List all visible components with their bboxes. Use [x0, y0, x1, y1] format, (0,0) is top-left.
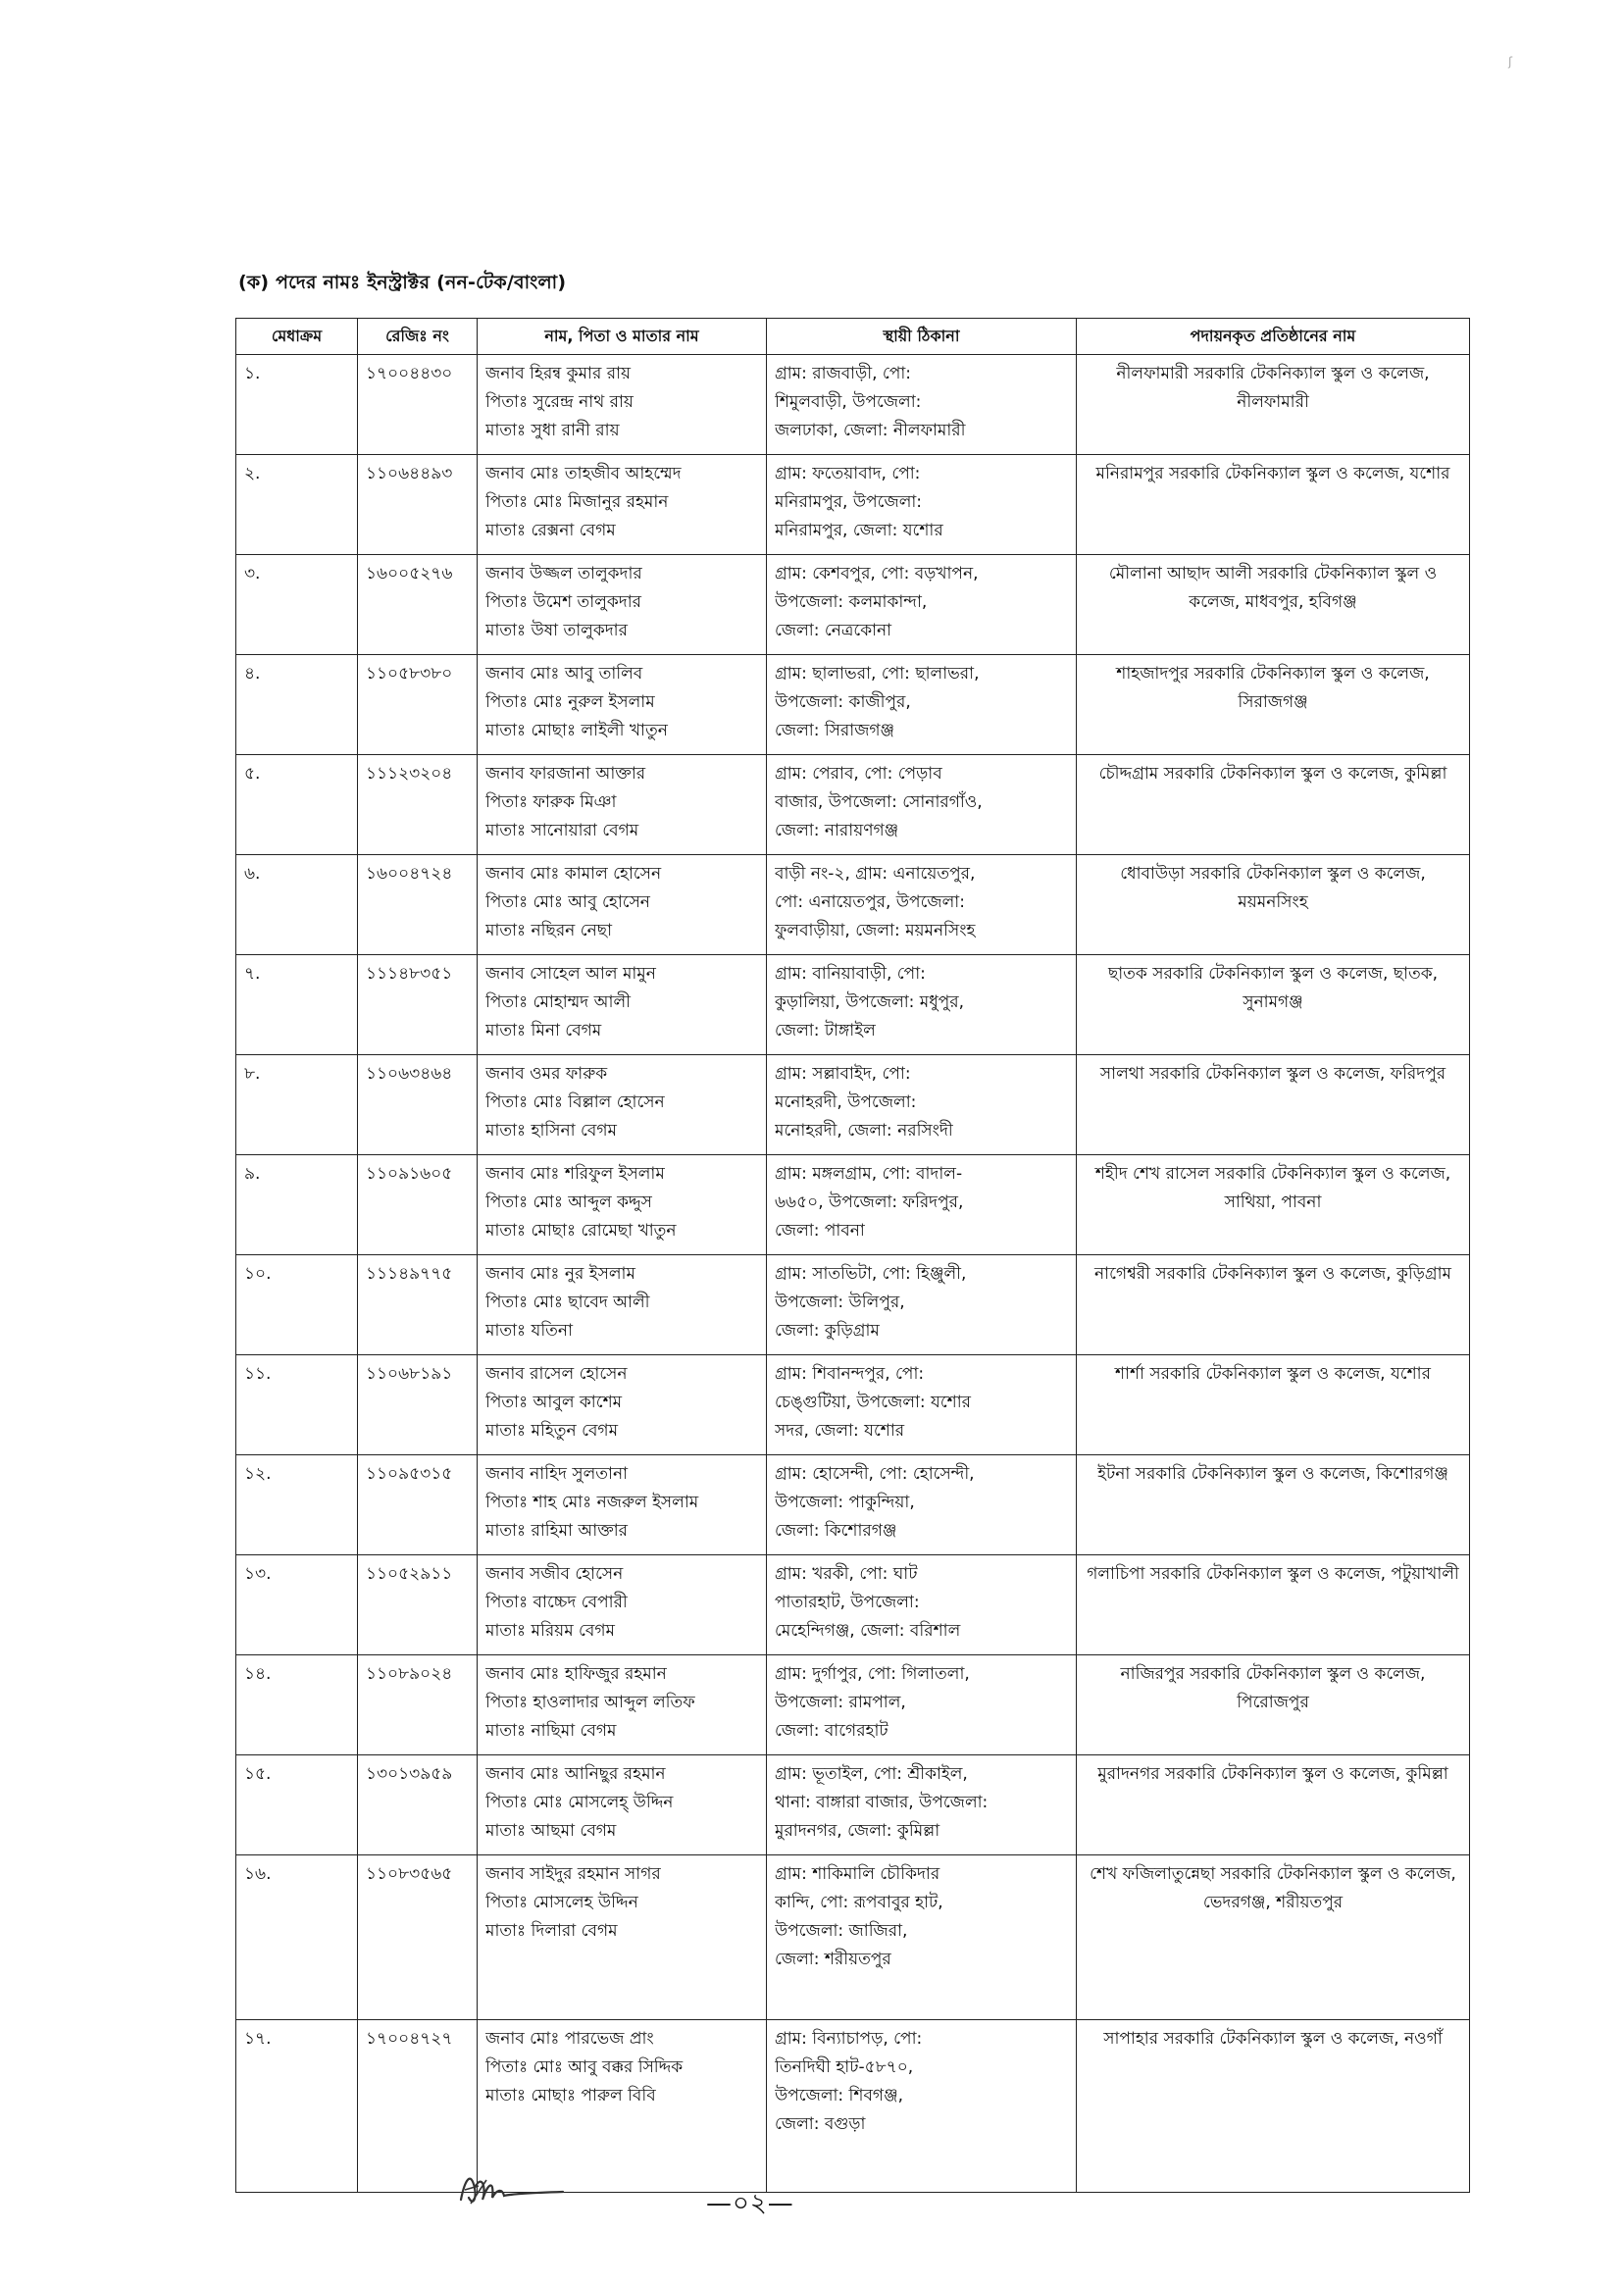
merit-list-table [235, 318, 1470, 2193]
candidate-name: জনাব নাহিদ সুলতানা [485, 1464, 629, 1484]
candidate-name: জনাব মোঃ পারভেজ প্রাং [485, 2029, 654, 2049]
reg-number: ১১০৬৮১৯১ [366, 1364, 453, 1384]
merit-rank: ১৩. [244, 1564, 272, 1584]
institute-cell [1077, 1255, 1470, 1355]
father-name: পিতাঃ বাচ্চেদ বেপারী [485, 1593, 628, 1612]
col-header-merit: মেধাক্রম [236, 319, 358, 355]
candidate-name: জনাব উজ্জল তালুকদার [485, 564, 642, 583]
merit-rank-cell [236, 955, 358, 1055]
father-name: পিতাঃ শাহ মোঃ নজরুল ইসলাম [485, 1493, 699, 1512]
address-cell [767, 555, 1077, 655]
address-line: গ্রাম: কেশবপুর, পো: বড়খাপন, [775, 564, 979, 583]
table-row [236, 1555, 1470, 1655]
address-cell [767, 1855, 1077, 2020]
candidate-name: জনাব মোঃ নুর ইসলাম [485, 1264, 635, 1284]
section-heading: (ক) পদের নামঃ ইনস্ট্রাক্টর (নন-টেক/বাংলা) [238, 272, 567, 293]
address-cell [767, 1055, 1077, 1155]
reg-number: ১৩০১৩৯৫৯ [366, 1764, 453, 1784]
name-cell [478, 755, 767, 855]
table-row [236, 755, 1470, 855]
reg-number: ১১১৪৯৭৭৫ [366, 1264, 453, 1284]
father-name: পিতাঃ মোঃ মিজানুর রহমান [485, 492, 669, 512]
address-line: গ্রাম: ফতেয়াবাদ, পো: [775, 464, 921, 483]
institute-name: ছাতক সরকারি টেকনিক্যাল স্কুল ও কলেজ, ছাতক, সুনামগঞ্জ [1107, 964, 1439, 1012]
institute-name: ইটনা সরকারি টেকনিক্যাল স্কুল ও কলেজ, কিশোরগঞ্জ [1097, 1464, 1448, 1484]
institute-cell [1077, 1155, 1470, 1255]
candidate-name: জনাব সজীব হোসেন [485, 1564, 624, 1584]
merit-rank-cell [236, 655, 358, 755]
candidate-name: জনাব মোঃ হাফিজুর রহমান [485, 1664, 667, 1684]
merit-rank: ৮. [244, 1064, 261, 1084]
table-body [236, 355, 1470, 2193]
merit-rank-cell [236, 1455, 358, 1555]
reg-number: ১৭০০৪৭২৭ [366, 2029, 453, 2049]
merit-rank-cell [236, 455, 358, 555]
candidate-name: জনাব রাসেল হোসেন [485, 1364, 628, 1384]
address-line: গ্রাম: হোসেন্দী, পো: হোসেন্দী, [775, 1464, 975, 1484]
institute-cell [1077, 2020, 1470, 2193]
candidate-name: জনাব মোঃ শরিফুল ইসলাম [485, 1164, 665, 1184]
address-cell [767, 855, 1077, 955]
mother-name: মাতাঃ রেক্সনা বেগম [485, 521, 616, 540]
institute-name: চৌদ্দগ্রাম সরকারি টেকনিক্যাল স্কুল ও কলেজ, কুমিল্লা [1098, 764, 1447, 784]
reg-number-cell [358, 1755, 478, 1855]
address-line: উপজেলা: কলমাকান্দা, [775, 592, 928, 612]
institute-name: শেখ ফজিলাতুন্নেছা সরকারি টেকনিক্যাল স্কুল ও কলেজ, ভেদরগঞ্জ, শরীয়তপুর [1090, 1864, 1456, 1912]
address-line: পো: এনায়েতপুর, উপজেলা: [775, 892, 965, 912]
father-name: পিতাঃ মোঃ মোসলেহ্ উদ্দিন [485, 1793, 674, 1812]
address-line: সদর, জেলা: যশোর [775, 1421, 905, 1441]
name-cell [478, 1255, 767, 1355]
institute-name: সালথা সরকারি টেকনিক্যাল স্কুল ও কলেজ, ফরিদপুর [1099, 1064, 1446, 1084]
institute-name: নীলফামারী সরকারি টেকনিক্যাল স্কুল ও কলেজ, নীলফামারী [1116, 364, 1430, 412]
father-name: পিতাঃ মোঃ আব্দুল কদ্দুস [485, 1192, 652, 1212]
table-row [236, 1255, 1470, 1355]
table-row [236, 655, 1470, 755]
institute-cell [1077, 455, 1470, 555]
address-cell [767, 655, 1077, 755]
address-line: জেলা: নেত্রকোনা [775, 621, 892, 640]
reg-number-cell [358, 355, 478, 455]
institute-name: মুরাদনগর সরকারি টেকনিক্যাল স্কুল ও কলেজ, কুমিল্লা [1097, 1764, 1448, 1784]
mother-name: মাতাঃ মহিতুন বেগম [485, 1421, 619, 1441]
candidate-name: জনাব মোঃ তাহজীব আহম্মেদ [485, 464, 682, 483]
candidate-name: জনাব সোহেল আল মামুন [485, 964, 656, 984]
institute-cell [1077, 1055, 1470, 1155]
address-line: গ্রাম: সল্লাবাইদ, পো: [775, 1064, 911, 1084]
reg-number: ১১০৮৯০২৪ [366, 1664, 453, 1684]
father-name: পিতাঃ সুরেন্দ্র নাথ রায় [485, 392, 634, 412]
table-row [236, 2020, 1470, 2193]
institute-name: শহীদ শেখ রাসেল সরকারি টেকনিক্যাল স্কুল ও কলেজ, সাথিয়া, পাবনা [1094, 1164, 1451, 1212]
institute-cell [1077, 855, 1470, 955]
merit-rank: ৯. [244, 1164, 261, 1184]
address-line: জেলা: শরীয়তপুর [775, 1950, 891, 1969]
table-row [236, 455, 1470, 555]
table-row [236, 1355, 1470, 1455]
candidate-name: জনাব সাইদুর রহমান সাগর [485, 1864, 661, 1884]
name-cell [478, 1055, 767, 1155]
mother-name: মাতাঃ মোছাঃ লাইলী খাতুন [485, 721, 668, 740]
reg-number-cell [358, 1055, 478, 1155]
merit-rank-cell [236, 1155, 358, 1255]
merit-rank: ১৫. [244, 1764, 272, 1784]
address-cell [767, 955, 1077, 1055]
name-cell [478, 1155, 767, 1255]
father-name: পিতাঃ হাওলাদার আব্দুল লতিফ [485, 1693, 695, 1712]
reg-number-cell [358, 1455, 478, 1555]
col-header-institute: পদায়নকৃত প্রতিষ্ঠানের নাম [1077, 319, 1470, 355]
address-line: উপজেলা: জাজিরা, [775, 1921, 908, 1941]
reg-number: ১১০৫২৯১১ [366, 1564, 453, 1584]
institute-name: শাহজাদপুর সরকারি টেকনিক্যাল স্কুল ও কলেজ, সিরাজগঞ্জ [1116, 664, 1430, 712]
address-line: মনোহরদী, উপজেলা: [775, 1092, 917, 1112]
reg-number-cell [358, 755, 478, 855]
address-line: জেলা: টাঙ্গাইল [775, 1021, 876, 1040]
address-line: মনিরামপুর, জেলা: যশোর [775, 521, 943, 540]
col-header-name: নাম, পিতা ও মাতার নাম [478, 319, 767, 355]
table-row [236, 955, 1470, 1055]
address-line: শিমুলবাড়ী, উপজেলা: [775, 392, 922, 412]
reg-number-cell [358, 1155, 478, 1255]
address-line: জেলা: কিশোরগঞ্জ [775, 1521, 897, 1541]
merit-rank-cell [236, 1055, 358, 1155]
address-line: উপজেলা: শিবগঞ্জ, [775, 2086, 904, 2105]
handwritten-signature [453, 2160, 571, 2219]
name-cell [478, 655, 767, 755]
institute-name: শার্শা সরকারি টেকনিক্যাল স্কুল ও কলেজ, যশোর [1115, 1364, 1431, 1384]
table-row [236, 1755, 1470, 1855]
institute-cell [1077, 1455, 1470, 1555]
table-row [236, 1055, 1470, 1155]
merit-rank-cell [236, 555, 358, 655]
merit-rank: ২. [244, 464, 261, 483]
address-line: থানা: বাঙ্গারা বাজার, উপজেলা: [775, 1793, 989, 1812]
address-cell [767, 1255, 1077, 1355]
mother-name: মাতাঃ দিলারা বেগম [485, 1921, 618, 1941]
address-line: মনিরামপুর, উপজেলা: [775, 492, 923, 512]
address-line: কান্দি, পো: রূপবাবুর হাট, [775, 1893, 943, 1912]
name-cell [478, 955, 767, 1055]
mother-name: মাতাঃ মিনা বেগম [485, 1021, 602, 1040]
father-name: পিতাঃ মোহাম্মদ আলী [485, 992, 632, 1012]
table-row [236, 1155, 1470, 1255]
address-line: গ্রাম: পেরাব, পো: পেড়াব [775, 764, 942, 784]
table-row [236, 555, 1470, 655]
address-line: জেলা: পাবনা [775, 1221, 865, 1241]
reg-number: ১৭০০৪৪৩০ [366, 364, 453, 383]
address-line: গ্রাম: বিন্যাচাপড়, পো: [775, 2029, 923, 2049]
address-line: জেলা: কুড়িগ্রাম [775, 1321, 880, 1341]
reg-number-cell [358, 655, 478, 755]
mother-name: মাতাঃ আছমা বেগম [485, 1821, 617, 1841]
name-cell [478, 1555, 767, 1655]
institute-cell [1077, 1655, 1470, 1755]
father-name: পিতাঃ মোঃ আবু বক্কর সিদ্দিক [485, 2057, 684, 2077]
mother-name: মাতাঃ সানোয়ারা বেগম [485, 821, 639, 840]
reg-number-cell [358, 1255, 478, 1355]
institute-name: গলাচিপা সরকারি টেকনিক্যাল স্কুল ও কলেজ, পটুয়াখালী [1087, 1564, 1459, 1584]
reg-number-cell [358, 1555, 478, 1655]
scan-mark: ʃ [1508, 55, 1513, 69]
institute-cell [1077, 355, 1470, 455]
address-cell [767, 1555, 1077, 1655]
mother-name: মাতাঃ নাছিমা বেগম [485, 1721, 617, 1741]
address-line: ফুলবাড়ীয়া, জেলা: ময়মনসিংহ [775, 921, 976, 940]
father-name: পিতাঃ উমেশ তালুকদার [485, 592, 641, 612]
address-line: বাজার, উপজেলা: সোনারগাঁও, [775, 792, 983, 812]
merit-rank-cell [236, 1655, 358, 1755]
table-header-row [236, 319, 1470, 355]
institute-cell [1077, 1555, 1470, 1655]
address-line: মেহেন্দিগঞ্জ, জেলা: বরিশাল [775, 1621, 961, 1641]
address-cell [767, 2020, 1077, 2193]
address-line: জেলা: নারায়ণগঞ্জ [775, 821, 899, 840]
father-name: পিতাঃ ফারুক মিঞা [485, 792, 617, 812]
father-name: পিতাঃ মোঃ ছাবেদ আলী [485, 1293, 650, 1312]
table-row [236, 355, 1470, 455]
mother-name: মাতাঃ নছিরন নেছা [485, 921, 613, 940]
merit-rank-cell [236, 1355, 358, 1455]
merit-rank: ১২. [244, 1464, 272, 1484]
institute-cell [1077, 555, 1470, 655]
institute-cell [1077, 955, 1470, 1055]
institute-cell [1077, 655, 1470, 755]
address-line: গ্রাম: সাতভিটা, পো: হিঞ্জুলী, [775, 1264, 967, 1284]
merit-rank-cell [236, 2020, 358, 2193]
address-line: জলঢাকা, জেলা: নীলফামারী [775, 421, 966, 440]
merit-rank-cell [236, 1855, 358, 2020]
institute-cell [1077, 1855, 1470, 2020]
merit-rank: ৫. [244, 764, 261, 784]
institute-cell [1077, 1755, 1470, 1855]
address-line: গ্রাম: ছালাভরা, পো: ছালাভরা, [775, 664, 980, 684]
reg-number: ১১১২৩২০৪ [366, 764, 453, 784]
mother-name: মাতাঃ যতিনা [485, 1321, 574, 1341]
reg-number: ১১০৬৪৪৯৩ [366, 464, 453, 483]
address-cell [767, 755, 1077, 855]
name-cell [478, 455, 767, 555]
father-name: পিতাঃ মোঃ নুরুল ইসলাম [485, 692, 655, 712]
address-cell [767, 1755, 1077, 1855]
address-line: জেলা: সিরাজগঞ্জ [775, 721, 895, 740]
merit-rank: ১০. [244, 1264, 272, 1284]
merit-rank: ৪. [244, 664, 261, 684]
address-line: ৬৬৫০, উপজেলা: ফরিদপুর, [775, 1192, 964, 1212]
table-row [236, 855, 1470, 955]
address-line: গ্রাম: শাকিমালি চৌকিদার [775, 1864, 940, 1884]
name-cell [478, 555, 767, 655]
merit-rank: ১. [244, 364, 261, 383]
address-cell [767, 455, 1077, 555]
institute-name: সাপাহার সরকারি টেকনিক্যাল স্কুল ও কলেজ, নওগাঁ [1103, 2029, 1443, 2049]
address-line: উপজেলা: উলিপুর, [775, 1293, 905, 1312]
address-cell [767, 1155, 1077, 1255]
address-line: উপজেলা: কাজীপুর, [775, 692, 911, 712]
col-header-address: স্থায়ী ঠিকানা [767, 319, 1077, 355]
address-line: গ্রাম: রাজবাড়ী, পো: [775, 364, 912, 383]
father-name: পিতাঃ মোঃ বিল্লাল হোসেন [485, 1092, 665, 1112]
institute-name: নাগেশ্বরী সরকারি টেকনিক্যাল স্কুল ও কলেজ, কুড়িগ্রাম [1094, 1264, 1451, 1284]
candidate-name: জনাব মোঃ কামাল হোসেন [485, 864, 662, 884]
reg-number: ১৬০০৫২৭৬ [366, 564, 453, 583]
father-name: পিতাঃ মোঃ আবু হোসেন [485, 892, 650, 912]
address-cell [767, 355, 1077, 455]
reg-number: ১১০৯১৬০৫ [366, 1164, 453, 1184]
address-line: চেঙ্গুটিয়া, উপজেলা: যশোর [775, 1393, 972, 1412]
address-line: মনোহরদী, জেলা: নরসিংদী [775, 1121, 953, 1141]
name-cell [478, 355, 767, 455]
address-line: গ্রাম: বানিয়াবাড়ী, পো: [775, 964, 926, 984]
merit-rank-cell [236, 855, 358, 955]
merit-rank: ১১. [244, 1364, 272, 1384]
reg-number-cell [358, 955, 478, 1055]
address-line: তিনদিঘী হাট-৫৮৭০, [775, 2057, 914, 2077]
reg-number-cell [358, 1655, 478, 1755]
name-cell [478, 1655, 767, 1755]
mother-name: মাতাঃ উষা তালুকদার [485, 621, 628, 640]
candidate-name: জনাব মোঃ আনিছুর রহমান [485, 1764, 666, 1784]
reg-number-cell [358, 1855, 478, 2020]
merit-rank: ১৬. [244, 1864, 272, 1884]
address-line: পাতারহাট, উপজেলা: [775, 1593, 920, 1612]
reg-number: ১৬০০৪৭২৪ [366, 864, 453, 884]
institute-name: ধোবাউড়া সরকারি টেকনিক্যাল স্কুল ও কলেজ, ময়মনসিংহ [1120, 864, 1426, 912]
table-row [236, 1855, 1470, 2020]
candidate-name: জনাব ওমর ফারুক [485, 1064, 608, 1084]
institute-name: মনিরামপুর সরকারি টেকনিক্যাল স্কুল ও কলেজ, যশোর [1095, 464, 1450, 483]
address-cell [767, 1455, 1077, 1555]
page-number: —০২— [706, 2189, 794, 2218]
address-line: উপজেলা: রামপাল, [775, 1693, 906, 1712]
table-row [236, 1655, 1470, 1755]
father-name: পিতাঃ আবুল কাশেম [485, 1393, 623, 1412]
address-line: কুড়ালিয়া, উপজেলা: মধুপুর, [775, 992, 965, 1012]
name-cell [478, 1855, 767, 2020]
merit-rank-cell [236, 355, 358, 455]
name-cell [478, 1355, 767, 1455]
merit-rank-cell [236, 1555, 358, 1655]
reg-number: ১১১৪৮৩৫১ [366, 964, 453, 984]
mother-name: মাতাঃ হাসিনা বেগম [485, 1121, 617, 1141]
merit-rank: ৩. [244, 564, 261, 583]
reg-number-cell [358, 1355, 478, 1455]
candidate-name: জনাব হিরন্ব কুমার রায় [485, 364, 632, 383]
institute-cell [1077, 755, 1470, 855]
reg-number-cell [358, 855, 478, 955]
candidate-name: জনাব মোঃ আবু তালিব [485, 664, 643, 684]
mother-name: মাতাঃ সুধা রানী রায় [485, 421, 620, 440]
merit-rank: ১৪. [244, 1664, 272, 1684]
merit-rank-cell [236, 1755, 358, 1855]
name-cell [478, 1755, 767, 1855]
mother-name: মাতাঃ মরিয়ম বেগম [485, 1621, 615, 1641]
reg-number-cell [358, 455, 478, 555]
mother-name: মাতাঃ মোছাঃ পারুল বিবি [485, 2086, 656, 2105]
reg-number: ১১০৬৩৪৬৪ [366, 1064, 453, 1084]
mother-name: মাতাঃ রাহিমা আক্তার [485, 1521, 628, 1541]
father-name: পিতাঃ মোসলেহ উদ্দিন [485, 1893, 638, 1912]
address-cell [767, 1655, 1077, 1755]
candidate-name: জনাব ফারজানা আক্তার [485, 764, 646, 784]
merit-rank-cell [236, 755, 358, 855]
address-line: গ্রাম: মঙ্গলগ্রাম, পো: বাদাল- [775, 1164, 963, 1184]
reg-number-cell [358, 555, 478, 655]
address-line: জেলা: বগুড়া [775, 2114, 866, 2134]
mother-name: মাতাঃ মোছাঃ রোমেছা খাতুন [485, 1221, 677, 1241]
address-line: গ্রাম: দুর্গাপুর, পো: গিলাতলা, [775, 1664, 970, 1684]
address-cell [767, 1355, 1077, 1455]
address-line: উপজেলা: পাকুন্দিয়া, [775, 1493, 915, 1512]
table-row [236, 1455, 1470, 1555]
reg-number: ১১০৫৮৩৮০ [366, 664, 453, 684]
address-line: গ্রাম: শিবানন্দপুর, পো: [775, 1364, 925, 1384]
name-cell [478, 855, 767, 955]
name-cell [478, 1455, 767, 1555]
address-line: গ্রাম: খরকী, পো: ঘাট [775, 1564, 918, 1584]
merit-rank-cell [236, 1255, 358, 1355]
address-line: জেলা: বাগেরহাট [775, 1721, 888, 1741]
reg-number: ১১০৮৩৫৬৫ [366, 1864, 453, 1884]
address-line: গ্রাম: ভূতাইল, পো: শ্রীকাইল, [775, 1764, 968, 1784]
merit-rank: ৭. [244, 964, 261, 984]
merit-rank: ৬. [244, 864, 261, 884]
institute-cell [1077, 1355, 1470, 1455]
institute-name: মৌলানা আছাদ আলী সরকারি টেকনিক্যাল স্কুল ও কলেজ, মাধবপুর, হবিগঞ্জ [1108, 564, 1438, 612]
address-line: মুরাদনগর, জেলা: কুমিল্লা [775, 1821, 940, 1841]
reg-number: ১১০৯৫৩১৫ [366, 1464, 453, 1484]
institute-name: নাজিরপুর সরকারি টেকনিক্যাল স্কুল ও কলেজ, পিরোজপুর [1120, 1664, 1426, 1712]
merit-rank: ১৭. [244, 2029, 272, 2049]
col-header-reg: রেজিঃ নং [358, 319, 478, 355]
address-line: বাড়ী নং-২, গ্রাম: এনায়েতপুর, [775, 864, 976, 884]
